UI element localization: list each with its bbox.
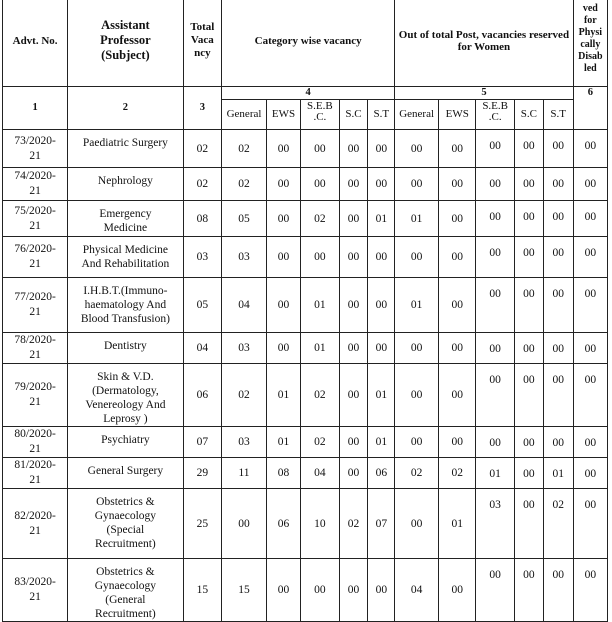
- women-sc-cell: 00: [514, 427, 543, 458]
- category-general-cell: 02: [222, 364, 267, 427]
- category-sc-cell: 00: [339, 559, 368, 622]
- category-st-cell: 00: [368, 168, 395, 201]
- women-general-cell: 01: [395, 278, 439, 333]
- category-ews-cell: 06: [266, 489, 300, 559]
- category-sc-cell: 02: [339, 489, 368, 559]
- col-number-5: 5: [395, 87, 573, 100]
- women-sebc-cell: 00: [476, 559, 514, 622]
- total-vacancy-cell: 06: [183, 364, 221, 427]
- category-general-cell: 05: [222, 201, 267, 237]
- category-sebc-cell: 04: [301, 458, 339, 489]
- col-number-1: 1: [3, 87, 68, 130]
- advt-no-cell: 78/2020- 21: [3, 333, 68, 364]
- women-st-cell: 00: [543, 278, 573, 333]
- women-st-cell: 00: [543, 130, 573, 168]
- category-sc-cell: 00: [339, 278, 368, 333]
- table-row: [3, 427, 608, 458]
- total-vacancy-cell: 29: [183, 458, 221, 489]
- category-sc-cell: 00: [339, 427, 368, 458]
- women-st-cell: 00: [543, 364, 573, 427]
- women-sc-cell: 00: [514, 489, 543, 559]
- category-st-cell: 00: [368, 130, 395, 168]
- total-vacancy-cell: 03: [183, 237, 221, 278]
- col-number-2: 2: [68, 87, 183, 130]
- women-sc-cell: 00: [514, 237, 543, 278]
- advt-no-cell: 74/2020- 21: [3, 168, 68, 201]
- physically-disabled-cell: 00: [573, 489, 607, 559]
- category-sebc-cell: 00: [301, 237, 339, 278]
- total-vacancy-cell: 05: [183, 278, 221, 333]
- header-advt-no: Advt. No.: [3, 0, 68, 87]
- women-general-cell: 00: [395, 489, 439, 559]
- category-ews-cell: 08: [266, 458, 300, 489]
- category-sebc-cell: 01: [301, 333, 339, 364]
- col-number-6: 6: [573, 87, 607, 130]
- category-sc-cell: 00: [339, 237, 368, 278]
- category-sebc-cell: 00: [301, 168, 339, 201]
- women-sc-cell: 00: [514, 458, 543, 489]
- subcol-ews: EWS: [266, 100, 300, 130]
- table-row: [3, 278, 608, 333]
- category-st-cell: 01: [368, 427, 395, 458]
- women-sc-cell: 00: [514, 364, 543, 427]
- women-sebc-cell: 00: [476, 201, 514, 237]
- category-st-cell: 00: [368, 237, 395, 278]
- total-vacancy-cell: 02: [183, 130, 221, 168]
- subject-cell: Paediatric Surgery: [68, 130, 183, 168]
- physically-disabled-cell: 00: [573, 559, 607, 622]
- category-sc-cell: 00: [339, 168, 368, 201]
- category-sc-cell: 00: [339, 364, 368, 427]
- category-sc-cell: 00: [339, 130, 368, 168]
- women-ews-cell: 00: [439, 364, 476, 427]
- category-sebc-cell: 02: [301, 364, 339, 427]
- advt-no-cell: 82/2020- 21: [3, 489, 68, 559]
- category-ews-cell: 00: [266, 168, 300, 201]
- subject-cell: Nephrology: [68, 168, 183, 201]
- col-number-3: 3: [183, 87, 221, 130]
- women-sc-cell: 00: [514, 333, 543, 364]
- category-ews-cell: 00: [266, 237, 300, 278]
- advt-no-cell: 77/2020- 21: [3, 278, 68, 333]
- header-physically-disabled: ved for Physi cally Disab led: [573, 0, 607, 87]
- category-st-cell: 01: [368, 364, 395, 427]
- women-ews-cell: 00: [439, 559, 476, 622]
- women-st-cell: 01: [543, 458, 573, 489]
- category-sebc-cell: 02: [301, 201, 339, 237]
- physically-disabled-cell: 00: [573, 364, 607, 427]
- subcol-st: S.T: [368, 100, 395, 130]
- advt-no-cell: 76/2020- 21: [3, 237, 68, 278]
- women-sebc-cell: 00: [476, 427, 514, 458]
- total-vacancy-cell: 25: [183, 489, 221, 559]
- women-sc-cell: 00: [514, 278, 543, 333]
- women-sc-cell: 00: [514, 559, 543, 622]
- header-subject: Assistant Professor (Subject): [68, 0, 183, 87]
- total-vacancy-cell: 15: [183, 559, 221, 622]
- category-st-cell: 00: [368, 278, 395, 333]
- category-ews-cell: 01: [266, 427, 300, 458]
- table-row: [3, 237, 608, 278]
- physically-disabled-cell: 00: [573, 278, 607, 333]
- women-general-cell: 00: [395, 364, 439, 427]
- subject-cell: Obstetrics & Gynaecology (General Recruitment): [68, 559, 183, 622]
- table-row: [3, 489, 608, 559]
- women-sebc-cell: 00: [476, 278, 514, 333]
- women-st-cell: 00: [543, 201, 573, 237]
- subject-cell: Dentistry: [68, 333, 183, 364]
- category-general-cell: 03: [222, 333, 267, 364]
- women-sc-cell: 00: [514, 201, 543, 237]
- subject-cell: Obstetrics & Gynaecology (Special Recruitment): [68, 489, 183, 559]
- table-row: [3, 201, 608, 237]
- table-row: [3, 130, 608, 168]
- women-general-cell: 00: [395, 130, 439, 168]
- category-st-cell: 00: [368, 559, 395, 622]
- women-ews-cell: 00: [439, 278, 476, 333]
- physically-disabled-cell: 00: [573, 458, 607, 489]
- category-ews-cell: 00: [266, 130, 300, 168]
- women-st-cell: 00: [543, 237, 573, 278]
- women-ews-cell: 00: [439, 237, 476, 278]
- subcol-women-sc: S.C: [514, 100, 543, 130]
- category-sc-cell: 00: [339, 333, 368, 364]
- women-st-cell: 00: [543, 333, 573, 364]
- advt-no-cell: 80/2020- 21: [3, 427, 68, 458]
- women-sebc-cell: 00: [476, 237, 514, 278]
- women-sc-cell: 00: [514, 168, 543, 201]
- vacancy-table: [2, 0, 608, 622]
- category-ews-cell: 00: [266, 278, 300, 333]
- women-general-cell: 00: [395, 427, 439, 458]
- women-sebc-cell: 01: [476, 458, 514, 489]
- category-general-cell: 03: [222, 427, 267, 458]
- women-st-cell: 00: [543, 168, 573, 201]
- women-general-cell: 00: [395, 333, 439, 364]
- table-row: [3, 458, 608, 489]
- physically-disabled-cell: 00: [573, 168, 607, 201]
- category-st-cell: 06: [368, 458, 395, 489]
- advt-no-cell: 75/2020- 21: [3, 201, 68, 237]
- category-general-cell: 11: [222, 458, 267, 489]
- subject-cell: Physical Medicine And Rehabilitation: [68, 237, 183, 278]
- category-sebc-cell: 01: [301, 278, 339, 333]
- physically-disabled-cell: 00: [573, 201, 607, 237]
- women-general-cell: 00: [395, 237, 439, 278]
- subcol-women-ews: EWS: [439, 100, 476, 130]
- subcol-sc: S.C: [339, 100, 368, 130]
- category-ews-cell: 01: [266, 364, 300, 427]
- subject-cell: Emergency Medicine: [68, 201, 183, 237]
- category-sebc-cell: 02: [301, 427, 339, 458]
- category-general-cell: 00: [222, 489, 267, 559]
- header-total-vacancy: Total Vaca ncy: [183, 0, 221, 87]
- subcol-women-general: General: [395, 100, 439, 130]
- subject-cell: I.H.B.T.(Immuno- haematology And Blood Transfusion): [68, 278, 183, 333]
- category-general-cell: 03: [222, 237, 267, 278]
- category-sc-cell: 00: [339, 458, 368, 489]
- category-sc-cell: 00: [339, 201, 368, 237]
- women-sc-cell: 00: [514, 130, 543, 168]
- category-sebc-cell: 00: [301, 130, 339, 168]
- women-ews-cell: 00: [439, 333, 476, 364]
- physically-disabled-cell: 00: [573, 333, 607, 364]
- advt-no-cell: 83/2020- 21: [3, 559, 68, 622]
- advt-no-cell: 73/2020- 21: [3, 130, 68, 168]
- total-vacancy-cell: 07: [183, 427, 221, 458]
- category-st-cell: 00: [368, 333, 395, 364]
- women-general-cell: 02: [395, 458, 439, 489]
- physically-disabled-cell: 00: [573, 427, 607, 458]
- subcol-general: General: [222, 100, 267, 130]
- women-ews-cell: 00: [439, 168, 476, 201]
- col-number-4: 4: [222, 87, 395, 100]
- women-ews-cell: 00: [439, 130, 476, 168]
- physically-disabled-cell: 00: [573, 130, 607, 168]
- subcol-sebc: S.E.B .C.: [301, 100, 339, 130]
- header-category-wise: Category wise vacancy: [222, 0, 395, 87]
- category-general-cell: 04: [222, 278, 267, 333]
- women-st-cell: 02: [543, 489, 573, 559]
- subcol-women-st: S.T: [543, 100, 573, 130]
- subject-cell: Skin & V.D. (Dermatology, Venereology And Leprosy ): [68, 364, 183, 427]
- table-row: [3, 168, 608, 201]
- women-st-cell: 00: [543, 427, 573, 458]
- women-general-cell: 01: [395, 201, 439, 237]
- category-ews-cell: 00: [266, 333, 300, 364]
- category-ews-cell: 00: [266, 559, 300, 622]
- women-sebc-cell: 03: [476, 489, 514, 559]
- category-ews-cell: 00: [266, 201, 300, 237]
- women-sebc-cell: 00: [476, 364, 514, 427]
- women-ews-cell: 00: [439, 427, 476, 458]
- table-row: [3, 333, 608, 364]
- category-general-cell: 15: [222, 559, 267, 622]
- women-sebc-cell: 00: [476, 130, 514, 168]
- total-vacancy-cell: 08: [183, 201, 221, 237]
- total-vacancy-cell: 04: [183, 333, 221, 364]
- header-women-reserved: Out of total Post, vacancies reserved for Women: [395, 0, 573, 87]
- women-sebc-cell: 00: [476, 168, 514, 201]
- women-sebc-cell: 00: [476, 333, 514, 364]
- category-general-cell: 02: [222, 130, 267, 168]
- subcol-women-sebc: S.E.B .C.: [476, 100, 514, 130]
- subject-cell: Psychiatry: [68, 427, 183, 458]
- women-general-cell: 04: [395, 559, 439, 622]
- subject-cell: General Surgery: [68, 458, 183, 489]
- category-sebc-cell: 00: [301, 559, 339, 622]
- table-row: [3, 559, 608, 622]
- physically-disabled-cell: 00: [573, 237, 607, 278]
- table-row: [3, 364, 608, 427]
- women-ews-cell: 00: [439, 201, 476, 237]
- total-vacancy-cell: 02: [183, 168, 221, 201]
- advt-no-cell: 81/2020- 21: [3, 458, 68, 489]
- women-general-cell: 00: [395, 168, 439, 201]
- women-st-cell: 00: [543, 559, 573, 622]
- category-sebc-cell: 10: [301, 489, 339, 559]
- category-st-cell: 07: [368, 489, 395, 559]
- category-st-cell: 01: [368, 201, 395, 237]
- women-ews-cell: 01: [439, 489, 476, 559]
- category-general-cell: 02: [222, 168, 267, 201]
- advt-no-cell: 79/2020- 21: [3, 364, 68, 427]
- women-ews-cell: 02: [439, 458, 476, 489]
